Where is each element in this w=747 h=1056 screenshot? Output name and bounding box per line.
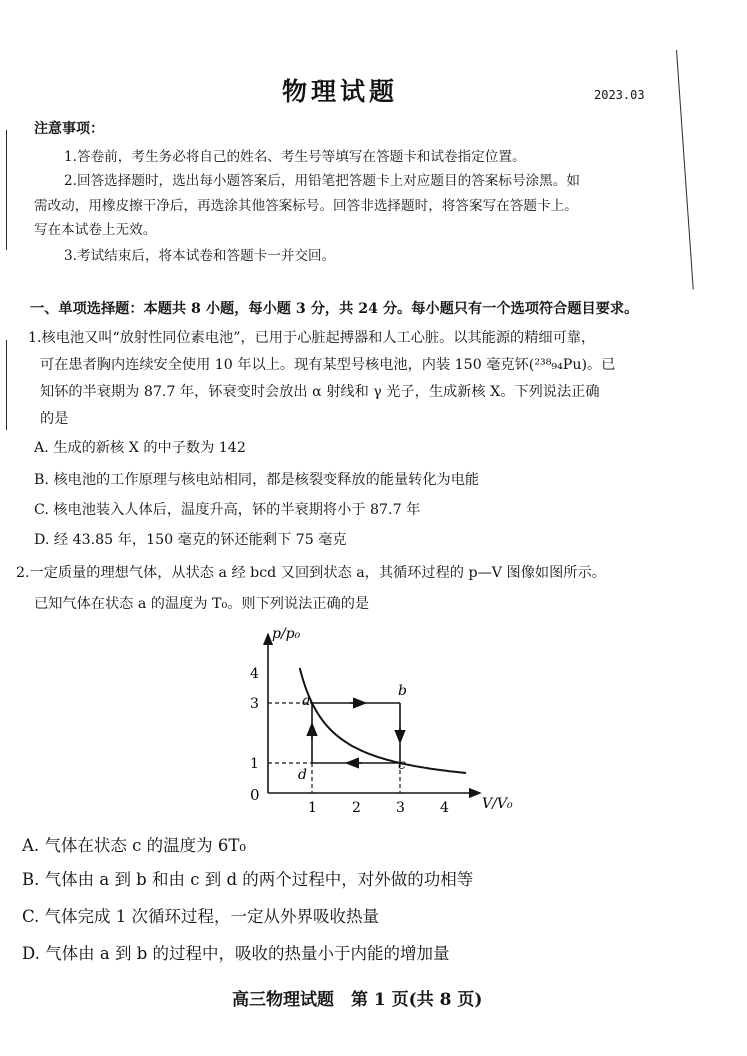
exam-date: 2023.03 xyxy=(594,88,645,102)
isotherm-curve xyxy=(300,668,466,773)
q1-option-b: B. 核电池的工作原理与核电站相同，都是核裂变释放的能量转化为电能 xyxy=(34,472,480,488)
notice-heading: 注意事项： xyxy=(34,121,104,137)
q2-stem-line-1: 2.一定质量的理想气体，从状态 a 经 bcd 又回到状态 a，其循环过程的 p—V 图像如图所示。 xyxy=(16,565,606,581)
notice-item-3: 3.考试结束后，将本试卷和答题卡一并交回。 xyxy=(64,248,336,264)
q1-stem-line-4: 的是 xyxy=(40,411,69,427)
notice-item-2-line-1: 2.回答选择题时，选出每小题答案后，用铅笔把答题卡上对应题目的答案标号涂黑。如 xyxy=(64,173,580,189)
q2-option-c: C. 气体完成 1 次循环过程，一定从外界吸收热量 xyxy=(22,907,380,926)
notice-item-1: 1.答卷前，考生务必将自己的姓名、考生号等填写在答题卡和试卷指定位置。 xyxy=(64,149,526,165)
q2-option-a: A. 气体在状态 c 的温度为 6T₀ xyxy=(22,836,246,855)
left-binding-line-bottom xyxy=(6,340,7,430)
notice-item-2-line-3: 写在本试卷上无效。 xyxy=(34,222,157,238)
state-label-b: b xyxy=(398,683,407,699)
pv-diagram xyxy=(238,618,518,818)
x-tick-label: 3 xyxy=(396,800,405,816)
y-tick-label: 4 xyxy=(250,666,259,682)
state-label-c: c xyxy=(398,757,406,773)
q2-option-d: D. 气体由 a 到 b 的过程中，吸收的热量小于内能的增加量 xyxy=(22,944,450,963)
x-tick-label: 1 xyxy=(308,800,317,816)
q2-option-b: B. 气体由 a 到 b 和由 c 到 d 的两个过程中，对外做的功相等 xyxy=(22,870,474,889)
page-title: 物理试题 xyxy=(282,77,399,106)
q1-option-c: C. 核电池装入人体后，温度升高，钚的半衰期将小于 87.7 年 xyxy=(34,502,421,518)
x-axis-label: V/V₀ xyxy=(482,796,513,812)
q2-stem-line-2: 已知气体在状态 a 的温度为 T₀。则下列说法正确的是 xyxy=(34,596,370,612)
origin-label: 0 xyxy=(250,786,260,804)
q1-stem-line-2: 可在患者胸内连续安全使用 10 年以上。现有某型号核电池，内装 150 毫克钚(²³⁸₉₄Pu)。已 xyxy=(40,357,616,373)
state-label-d: d xyxy=(298,767,307,783)
q1-stem-line-3: 知钚的半衰期为 87.7 年，钚衰变时会放出 α 射线和 γ 光子，生成新核 X。下列说法正确 xyxy=(40,384,600,400)
y-tick-label: 1 xyxy=(250,756,259,772)
y-tick-label: 3 xyxy=(250,696,259,712)
x-tick-label: 4 xyxy=(440,800,449,816)
right-edge-line xyxy=(676,50,694,289)
q1-option-d: D. 经 43.85 年，150 毫克的钚还能剩下 75 毫克 xyxy=(34,532,347,548)
x-tick-label: 2 xyxy=(352,800,361,816)
q1-stem-line-1: 1.核电池又叫“放射性同位素电池”，已用于心脏起搏器和人工心脏。以其能源的精细可靠， xyxy=(28,330,596,346)
notice-item-2-line-2: 需改动，用橡皮擦干净后，再选涂其他答案标号。回答非选择题时，将答案写在答题卡上。 xyxy=(34,198,578,214)
state-label-a: a xyxy=(302,693,311,709)
q1-option-a: A. 生成的新核 X 的中子数为 142 xyxy=(34,440,246,456)
section-1-heading: 一、单项选择题：本题共 8 小题，每小题 3 分，共 24 分。每小题只有一个选项符合题目要求。 xyxy=(30,301,639,317)
left-binding-line-top xyxy=(6,130,7,250)
page-footer: 高三物理试题 第 1 页(共 8 页) xyxy=(232,990,483,1010)
y-axis-label: p/p₀ xyxy=(272,626,301,642)
